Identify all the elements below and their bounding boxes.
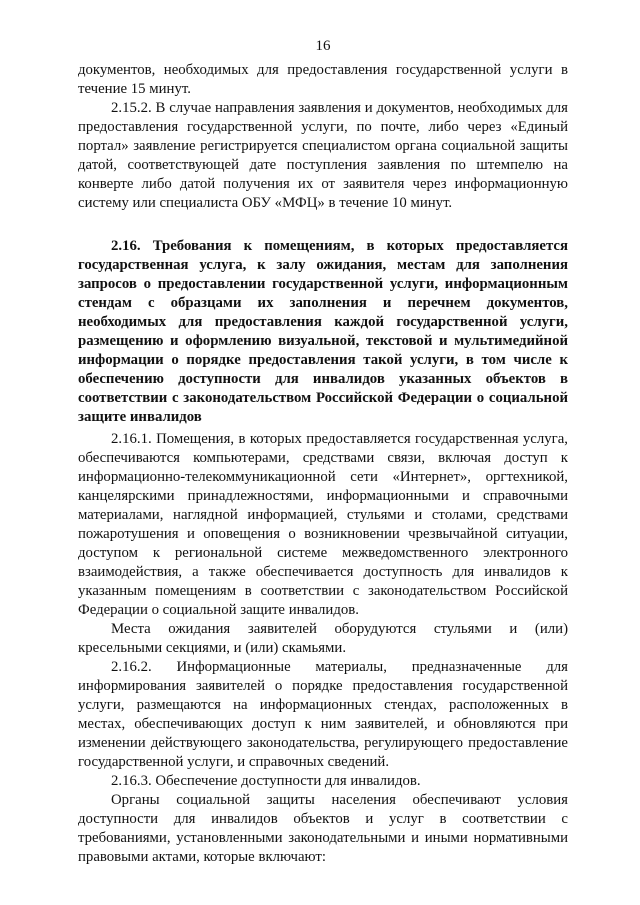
paragraph-waiting-places: Места ожидания заявителей оборудуются стульями и (или) кресельными секциями, и (или) скамьями. bbox=[78, 621, 568, 656]
main-block bbox=[78, 430, 568, 867]
section-heading-block bbox=[78, 237, 568, 427]
page-number: 16 bbox=[315, 38, 331, 54]
top-block bbox=[78, 61, 568, 213]
paragraph-2-16-3: 2.16.3. Обеспечение доступности для инвалидов. bbox=[111, 773, 421, 789]
paragraph-2-16-2: 2.16.2. Информационные материалы, предназначенные для информирования заявителей о порядке предоставления государственной услуги, размещаются на информационных стендах, расположенных в местах, обеспечивающих доступ к ним заявителей, и обновляются при изменении действующего законодательства, регулирующего предоставление государственной услуги, и справочных сведений. bbox=[78, 659, 568, 770]
paragraph-2-15-2: 2.15.2. В случае направления заявления и документов, необходимых для предоставления государственной услуги, по почте, либо через «Единый портал» заявление регистрируется специалистом органа социальной защиты датой, соответствующей дате поступления заявления по штемпелю на конверте либо датой получения их от заявителя через информационную систему или специалиста ОБУ «МФЦ» в течение 10 минут. bbox=[78, 100, 568, 211]
section-heading-2-16: 2.16. Требования к помещениям, в которых предоставляется государственная услуга, к залу ожидания, местам для заполнения запросов о предоставлении государственной услуги, информационным стендам с образцами их заполнения и перечнем документов, необходимых для предоставления каждой государственной услуги, размещению и оформлению визуальной, текстовой и мультимедийной информации о порядке предоставления такой услуги, в том числе к обеспечению доступности для инвалидов указанных объектов в соответствии с законодательством Российской Федерации о социальной защите инвалидов bbox=[78, 238, 568, 425]
paragraph-accessibility-conditions: Органы социальной защиты населения обеспечивают условия доступности для инвалидов объектов и услуг в соответствии с требованиями, установленными законодательными и иными нормативными правовыми актами, которые включают: bbox=[78, 792, 568, 865]
paragraph-continuation: документов, необходимых для предоставления государственной услуги в течение 15 минут. bbox=[78, 62, 568, 97]
paragraph-2-16-1: 2.16.1. Помещения, в которых предоставляется государственная услуга, обеспечиваются компьютерами, средствами связи, включая доступ к информационно-телекоммуникационной сети «Интернет», оргтехникой, канцелярскими принадлежностями, информационными и справочными материалами, наглядной информацией, стульями и столами, средствами пожаротушения и оповещения о возникновении чрезвычайной ситуации, доступом к региональной системе межведомственного электронного взаимодействия, а также обеспечивается доступность для инвалидов к указанным помещениям в соответствии с законодательством Российской Федерации о социальной защите инвалидов. bbox=[78, 431, 568, 618]
